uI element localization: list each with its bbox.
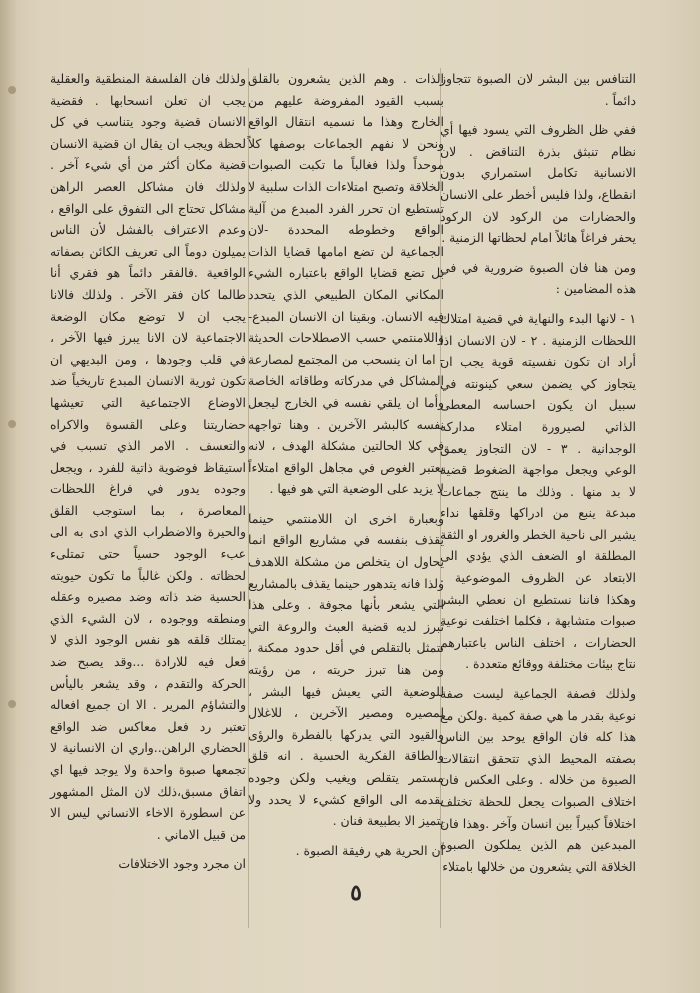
text-column-middle (248, 68, 444, 869)
binding-hole (8, 86, 16, 94)
paragraph: ان مجرد وجود الاختلافات (118, 856, 246, 872)
paragraph: ١ - لانها البدء والنهاية في قضية امتلاك اللحظات الزمنية . ٢ - لان الانسان اذا أراد ان تكون نفسيته قوية يجب ان يتجاوز كي يضمن سعي كينونته في سبيل ان يكون احساسه المعطى الذاتي لصيرورة امتلاء مداركه الوجدانية . ٣ - لان التجاوز يعمق الوعي ويجعل مواجهة الضغوط قضية لا بد منها . وذلك ما ينتج جماعات مبدعة ينبع من ادراكها وقلقها نداء يشير الى ناحية الخطر والغرور او الثقة المطلقة او الضعف الذي يؤدي الى الابتعاد عن الظروف الموضوعية . وهكذا فاننا نستطيع ان نعطي البشر صبوات متشابهة ، فكلما اختلفت نوعية الحضارات ، اختلف الناس باعتبارهم نتاج بيئات مختلفة ووقائع متعددة . (440, 310, 636, 672)
paragraph: الذات . وهم الذين يشعرون بالقلق بسبب القيود المفروضة عليهم من الخارج وهذا ما نسميه انتقال الواقع ونحن لا نفهم الجماعات بوصفها كلاً موحداً ولذا فغالباً ما تكبت الصبوات الخلاقة وتصبح امتلاءات الذات سلبية لا تستطيع ان تحرر الفرد المبدع من آلية الواقع وخطوطه المحددة -لان الجماعية لن تضع امامها قضايا الذات بل تضع قضايا الواقع باعتباره الشيء المكاني المكان الطبيعي الذي يتحدد فيه الانسان. وبقينا ان الانسان المبدع-واللامنتمي حسب الاصطلاحات الحديثة - اما ان ينسحب من المجتمع لمصارعة المشاكل في مدركاته وطاقاته الخاصة وأما ان يلقي نفسه في الخارج ليجعل نفسه كالبشر الآخرين . وهنا تواجهه في كلا الحالتين مشكلة الهدف ، لانه يعتبر الغوص في مجاهل الواقع امتلاءاً لا يزيد على الوضعية التي هو فيها . (248, 71, 444, 497)
paragraph: ولذلك فان الفلسفة المنطقية والعقلية يجب ان تعلن انسحابها . فقضية الانسان قضية وجود يتناسب في كل لحظة ويجب ان يقال ان قضية الانسان قضية مكان أكثر من أي شيء آخر . ولذلك فان مشاكل العصر الراهن مشاكل تحتاج الى التفوق على الواقع ، وعدم الاعتراف بالفشل لأن الناس يميلون دوماً الى تعريف الكائن بصفاته الواقعية .فالفقر دائماً هو فقري أنا طالما كان فقر الآخر . ولذلك فالانا يجب ان لا توضع مكان الوضعة الاجتماعية لان الانا يبرز فيها الآخر ، في قلب وجودها ، ومن البديهي ان تكون ثورية الانسان المبدع تاريخياً ضد الاوضاع الاجتماعية التي تعيشها حضاريتنا وعلى القسوة والاكراه والتعسف . الامر الذي تسبب في استيقاظ فوضوية ذاتية للفرد ، ويجعل وجوده يدور في فراغ اللحظات المعاصرة ، بما استوجب القلق والحيرة والاضطراب الذي ادى به الى عبء الوجود حسياً حتى تمتلىء لحظاته . ولكن غالباً ما تكون حيويته الحسية ضد ذاته وضد مصيره وعقله ومنطقه ووجوده ، لان الشيء الذي يمتلك قلقه هو نفس الوجود الذي لا فعل فيه للارادة ...وقد يصبح ضد الحركة والتقدم ، وقد يشعر باليأس والتشاؤم المرير . الا ان جميع افعاله تعتبر رد فعل معاكس ضد الواقع الحضاري الراهن..واري ان الانسانية لا تجمعها صبوة واحدة ولا يوجد فيها اي اتفاق مسبق،ذلك لان المثل المشهور عن اسطورة الاخاء الانساني ليس الا من قبيل الاماني . (50, 71, 246, 842)
text-column-right (440, 68, 636, 885)
paragraph: ومن هنا فان الصبوة ضرورية في في هذه المضامين : (440, 259, 636, 297)
paragraph: التنافس بين البشر لان الصبوة تتجاوز دائماً . (440, 71, 636, 108)
paragraph: وبعبارة اخرى ان اللامنتمي حينما يقذف بنفسه في مشاريع الواقع انما يحاول ان يتخلص من مشكلة اللاهدف ولذا فانه يتدهور حينما يقذف بالمشاريع التي يشعر بأنها مجوفة . وعلى هذا تبرز لديه قضية العبث والروعة التي تتمثل بالتقلص في أقل حدود ممكنة ، ومن هنا تبرز حريته ، من رؤيته للوضعية التي يعيش فيها البشر ، لمصيره ومصير الآخرين ، للاغلال والقيود التي يدركها بالفطرة والرؤى والطاقة الفكرية الحسية . انه قلق مستمر يتقلص ويغيب ولكن وجوده يقدمه الى الواقع كشيء لا يحدد ولا يتميز الا بطبيعة فنان . (248, 510, 444, 829)
paragraph: ان الحرية هي رفيقة الصبوة . (295, 842, 444, 858)
page-gutter (0, 0, 18, 993)
page-number: ٥ (350, 880, 362, 906)
binding-hole (8, 700, 16, 708)
text-column-left (50, 68, 246, 883)
paragraph: ففي ظل الظروف التي يسود فيها أي نظام تنبثق بذرة التناقض . لان الانسانية تكامل استمراري بدون انقطاع، ولذا فليس أخطر على الانسان والحضارات من الركود لان الركود يحفر فراغاً هائلاً امام لحظاتها الزمنية . (440, 122, 636, 246)
paragraph: ولذلك فصفة الجماعية ليست صفة نوعية بقدر ما هي صفة كمية .ولكن مع هذا كله فان الواقع يوحد بين الناس بصفته المحيط الذي تتحقق انتقالات الصبوة من خلاله . وعلى العكس فان اختلاف الصبوات يجعل للحظة تختلف اختلافاً كبيراً بين انسان وآخر .وهذا فان المبدعين هم الذين يملكون الصبوة الخلاقة التي يشعرون من خلالها بامتلاء (440, 686, 636, 874)
binding-hole (8, 420, 16, 428)
